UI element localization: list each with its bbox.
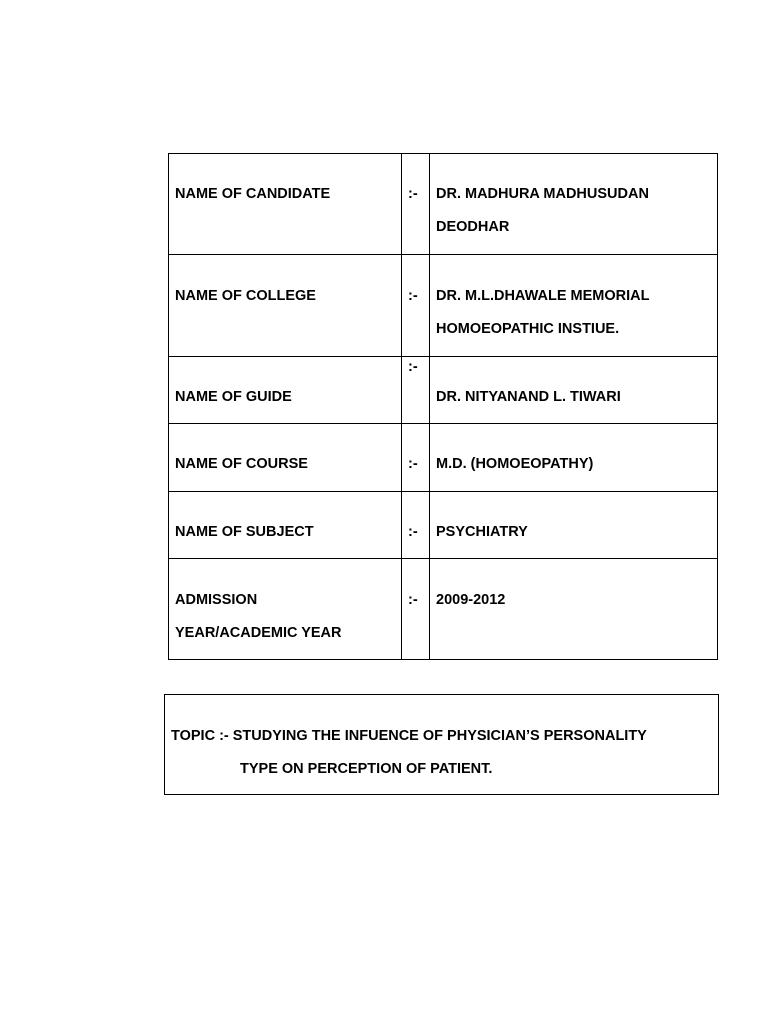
row-value: DR. M.L.DHAWALE MEMORIAL	[436, 288, 650, 304]
table-row	[169, 492, 718, 559]
row-value: DR. MADHURA MADHUSUDAN	[436, 186, 649, 202]
table-row	[169, 255, 718, 357]
row-separator-cell	[402, 559, 430, 660]
row-separator: :-	[408, 524, 418, 540]
table-row	[169, 154, 718, 255]
row-separator: :-	[408, 592, 418, 608]
candidate-info-table	[168, 153, 718, 660]
row-label-cell	[169, 424, 402, 492]
row-label: NAME OF CANDIDATE	[175, 186, 331, 202]
row-value-cell	[430, 255, 718, 357]
row-value: M.D. (HOMOEOPATHY)	[436, 456, 594, 472]
row-separator-cell	[402, 255, 430, 357]
row-value: PSYCHIATRY	[436, 524, 528, 540]
row-separator-cell	[402, 357, 430, 424]
row-label: NAME OF SUBJECT	[175, 524, 314, 540]
topic-box	[164, 694, 719, 795]
row-label-cell	[169, 154, 402, 255]
row-separator: :-	[408, 456, 418, 472]
row-value: HOMOEOPATHIC INSTIUE.	[436, 321, 620, 337]
row-label: NAME OF COLLEGE	[175, 288, 316, 304]
row-label: NAME OF GUIDE	[175, 389, 292, 405]
row-label: NAME OF COURSE	[175, 456, 308, 472]
row-label-cell	[169, 255, 402, 357]
table-row	[169, 559, 718, 660]
row-separator-cell	[402, 154, 430, 255]
row-separator: :-	[408, 186, 418, 202]
row-label-cell	[169, 492, 402, 559]
row-separator-cell	[402, 424, 430, 492]
row-separator: :-	[408, 359, 418, 375]
row-value-cell	[430, 424, 718, 492]
row-label: ADMISSION	[175, 592, 258, 608]
row-value-cell	[430, 492, 718, 559]
row-value: 2009-2012	[436, 592, 506, 608]
row-label-cell	[169, 357, 402, 424]
row-value: DR. NITYANAND L. TIWARI	[436, 389, 621, 405]
topic-line: TOPIC :- STUDYING THE INFUENCE OF PHYSICIAN’S PERSONALITY	[171, 728, 647, 744]
topic-line: TYPE ON PERCEPTION OF PATIENT.	[240, 761, 493, 777]
row-separator-cell	[402, 492, 430, 559]
row-value-cell	[430, 154, 718, 255]
row-value-cell	[430, 559, 718, 660]
row-separator: :-	[408, 288, 418, 304]
row-value-cell	[430, 357, 718, 424]
row-value: DEODHAR	[436, 219, 510, 235]
table-row	[169, 357, 718, 424]
table-row	[169, 424, 718, 492]
row-label-cell	[169, 559, 402, 660]
row-label: YEAR/ACADEMIC YEAR	[175, 625, 342, 641]
